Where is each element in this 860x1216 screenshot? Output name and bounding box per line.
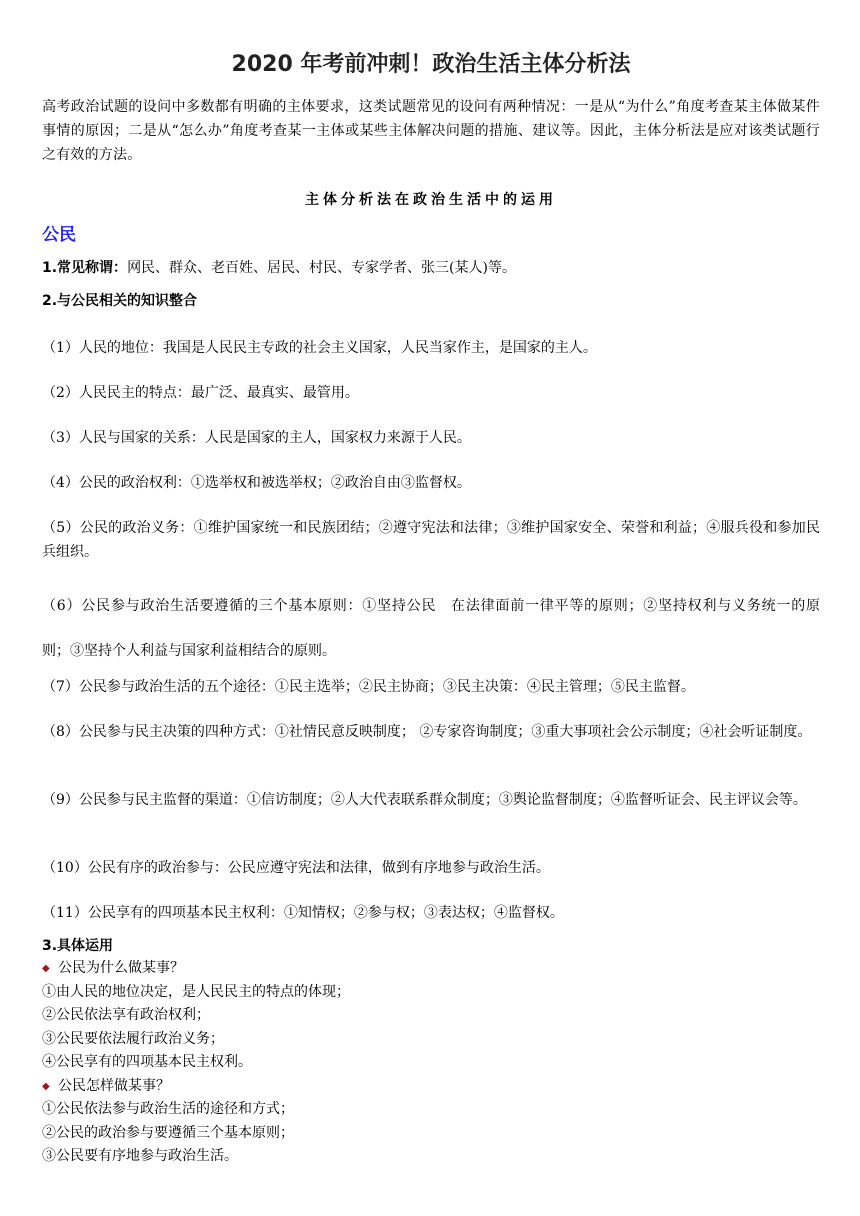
list-item: （9）公民参与民主监督的渠道：①信访制度；②人大代表联系群众制度；③舆论监督制度；④监督听证会、民主评议会等。	[42, 792, 807, 808]
list-item: （8）公民参与民主决策的四种方式：①社情民意反映制度； ②专家咨询制度；③重大事项社会公示制度；④社会听证制度。	[42, 724, 812, 740]
application-heading: 3.具体运用	[42, 938, 114, 954]
page-title: 2020 年考前冲刺！政治生活主体分析法	[231, 52, 631, 77]
list-item: ②公民依法享有政治权利；	[42, 1007, 210, 1023]
application-section	[42, 935, 820, 1169]
section-title: 主体分析法在政治生活中的运用	[305, 192, 557, 208]
document-page	[42, 48, 820, 312]
list-item: （10）公民有序的政治参与：公民应遵守宪法和法律，做到有序地参与政治生活。	[42, 860, 550, 876]
list-item: （11）公民享有的四项基本民主权利：①知情权；②参与权；③表达权；④监督权。	[42, 905, 564, 921]
list-item: ②公民的政治参与要遵循三个基本原则；	[42, 1124, 294, 1141]
list-item: ①由人民的地位决定，是人民民主的特点的体现；	[42, 983, 350, 1000]
common-names	[42, 257, 820, 279]
common-names-label: 1.常见称谓：	[42, 260, 128, 276]
list-item: （7）公民参与政治生活的五个途径：①民主选举；②民主协商；③民主决策：④民主管理；⑤民主监督。	[42, 679, 695, 695]
section-heading-citizen: 公民	[42, 225, 76, 245]
list-item: （3）人民与国家的关系：人民是国家的主人，国家权力来源于人民。	[42, 430, 471, 446]
why-question: ◆ 公民为什么做某事？	[42, 957, 820, 981]
list-item: （4）公民的政治权利：①选举权和被选举权；②政治自由③监督权。	[42, 475, 471, 491]
list-item: ③公民要有序地参与政治生活。	[42, 1148, 238, 1164]
common-names-text: 网民、群众、老百姓、居民、村民、专家学者、张三(某人)等。	[127, 260, 516, 276]
list-item: （2）人民民主的特点：最广泛、最真实、最管用。	[42, 385, 359, 401]
knowledge-heading: 2.与公民相关的知识整合	[42, 293, 198, 309]
list-item: ④公民享有的四项基本民主权利。	[42, 1054, 252, 1070]
diamond-bullet-icon: ◆	[42, 963, 50, 974]
list-item: ③公民要依法履行政治义务；	[42, 1030, 224, 1047]
list-item: （6）公民参与政治生活要遵循的三个基本原则：①坚持公民 在法律面前一律平等的原则；②坚持权利与义务统一的原 则；③坚持个人利益与国家利益相结合的原则。	[42, 598, 835, 659]
intro-paragraph: 高考政治试题的设问中多数都有明确的主体要求，这类试题常见的设问有两种情况：一是从“为什么”角度考查某主体做某件事情的原因；二是从“怎么办”角度考查某一主体或某些主体解决问题的措施、建议等。因此，主体分析法是应对该类试题行之有效的方法。	[42, 99, 820, 163]
how-question: ◆ 公民怎样做某事？	[42, 1075, 820, 1099]
list-item: （5）公民的政治义务：①维护国家统一和民族团结；②遵守宪法和法律；③维护国家安全、荣誉和利益；④服兵役和参加民兵组织。	[42, 520, 820, 560]
list-item: ①公民依法参与政治生活的途径和方式；	[42, 1101, 294, 1117]
diamond-bullet-icon: ◆	[42, 1080, 50, 1092]
list-item: （1）人民的地位：我国是人民民主专政的社会主义国家，人民当家作主，是国家的主人。	[42, 340, 597, 356]
